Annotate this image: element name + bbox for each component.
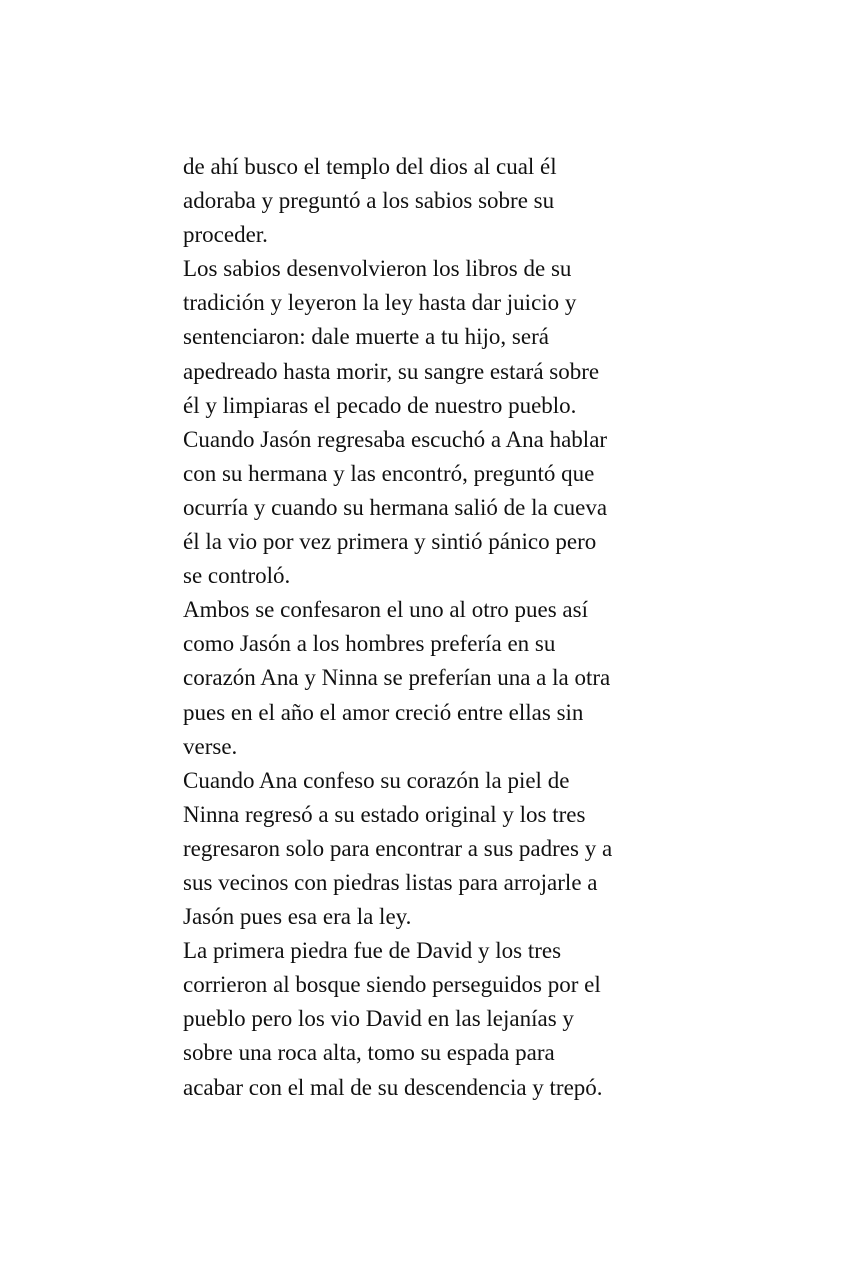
text-line: Cuando Ana confeso su corazón la piel de	[183, 767, 570, 793]
text-line: acabar con el mal de su descendencia y trepó.	[183, 1074, 603, 1100]
text-line: Jasón pues esa era la ley.	[183, 904, 412, 930]
text-line: Ambos se confesaron el uno al otro pues así	[183, 597, 588, 623]
text-line: verse.	[183, 733, 238, 759]
text-line: como Jasón a los hombres prefería en su	[183, 631, 556, 657]
text-line: proceder.	[183, 222, 268, 248]
text-line: sentenciaron: dale muerte a tu hijo, será	[183, 324, 549, 350]
body-text	[183, 150, 683, 1105]
text-line: Ninna regresó a su estado original y los tres	[183, 801, 586, 827]
text-line: corrieron al bosque siendo perseguidos por el	[183, 972, 601, 998]
text-line: con su hermana y las encontró, preguntó que	[183, 460, 595, 486]
text-line: tradición y leyeron la ley hasta dar juicio y	[183, 290, 577, 316]
text-line: regresaron solo para encontrar a sus padres y a	[183, 835, 613, 861]
text-line: pues en el año el amor creció entre ellas sin	[183, 699, 584, 725]
text-line: Cuando Jasón regresaba escuchó a Ana hablar	[183, 426, 608, 452]
text-line: sobre una roca alta, tomo su espada para	[183, 1040, 555, 1066]
text-line: adoraba y preguntó a los sabios sobre su	[183, 188, 555, 214]
text-line: corazón Ana y Ninna se preferían una a la otra	[183, 665, 611, 691]
text-line: él y limpiaras el pecado de nuestro pueblo.	[183, 392, 577, 418]
text-line: ocurría y cuando su hermana salió de la cueva	[183, 494, 608, 520]
text-line: de ahí busco el templo del dios al cual él	[183, 154, 557, 179]
text-line: sus vecinos con piedras listas para arrojarle a	[183, 869, 598, 895]
text-line: pueblo pero los vio David en las lejanías y	[183, 1006, 574, 1032]
text-line: La primera piedra fue de David y los tres	[183, 938, 562, 964]
text-line: él la vio por vez primera y sintió pánico pero	[183, 529, 597, 555]
text-line: apedreado hasta morir, su sangre estará sobre	[183, 358, 600, 384]
text-line: Los sabios desenvolvieron los libros de su	[183, 256, 572, 282]
text-line: se controló.	[183, 563, 291, 589]
